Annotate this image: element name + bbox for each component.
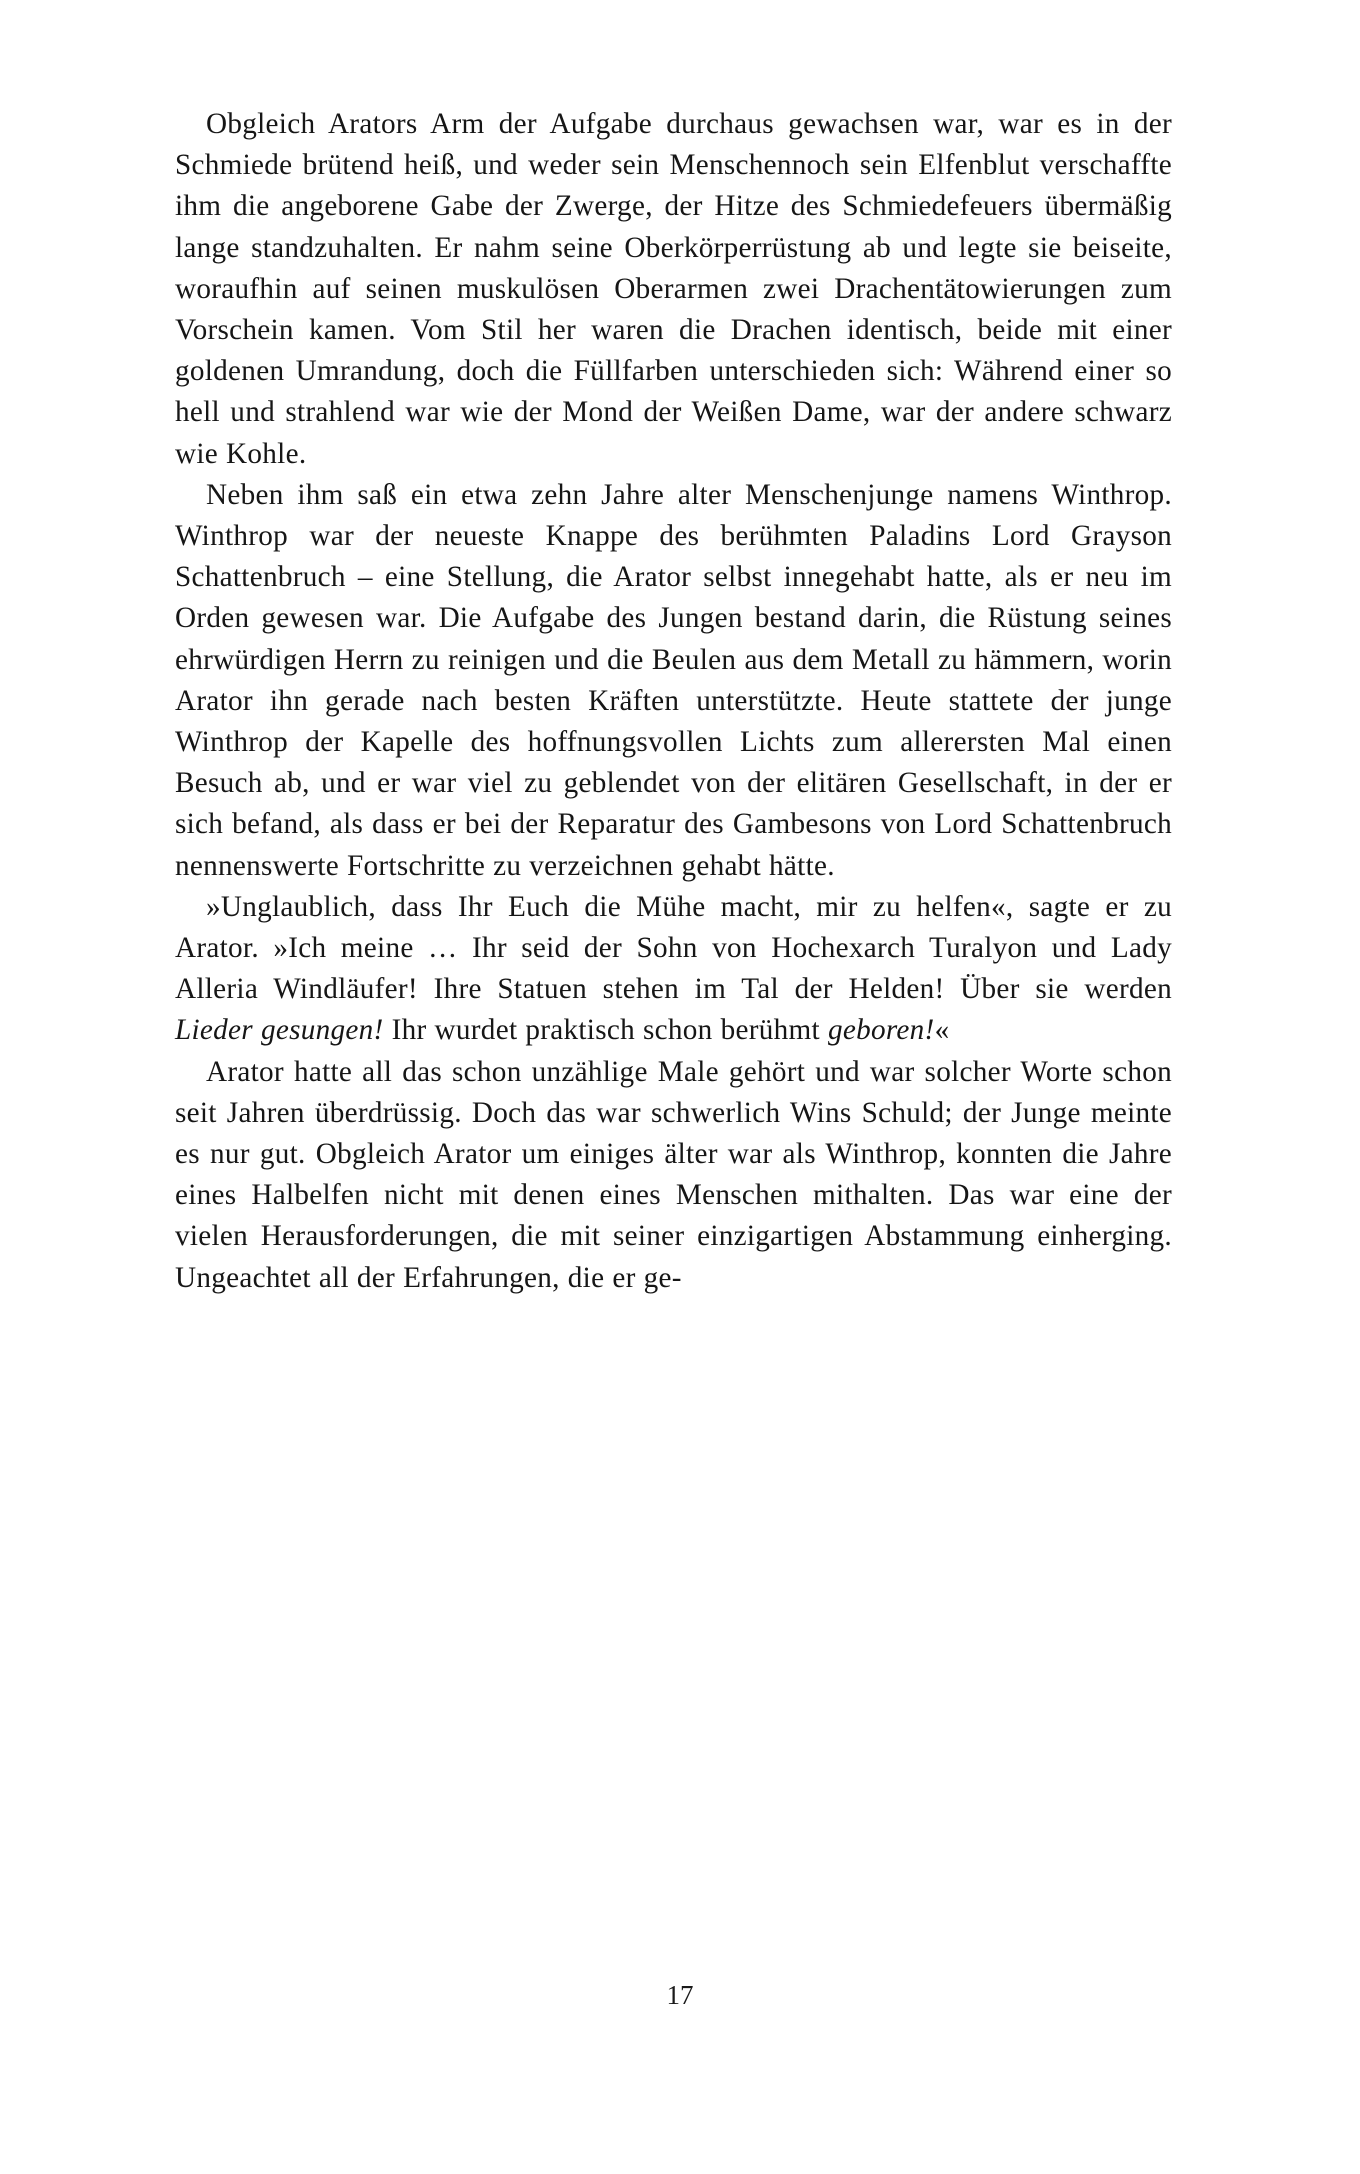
paragraph-4-run-1: Arator hatte all das schon unzählige Male gehört und war solcher Worte schon seit Jahren überdrüssig. Doch das war schwerlich Wins Schuld; der Junge meinte es nur gut. Obgleich Arator um einiges älter war als Winthrop, konnten die Jahre eines Halbelfen nicht mit denen eines Menschen mithalten. Das war eine der vielen Herausforderungen, die mit seiner einzigartigen Abstammung einherging. Ungeachtet all der Erfahrungen, die er ge-	[175, 1055, 1172, 1294]
page-text-block	[175, 104, 1172, 1299]
paragraph-2-run-1: Neben ihm saß ein etwa zehn Jahre alter Menschenjunge namens Winthrop. Winthrop war der neueste Knappe des berühmten Paladins Lord Grayson Schattenbruch – eine Stellung, die Arator selbst innegehabt hatte, als er neu im Orden gewesen war. Die Aufgabe des Jungen bestand darin, die Rüstung seines ehrwürdigen Herrn zu reinigen und die Beulen aus dem Metall zu hämmern, worin Arator ihn gerade nach besten Kräften unterstützte. Heute stattete der junge Winthrop der Kapelle des hoffnungsvollen Lichts zum allerersten Mal einen Besuch ab, und er war viel zu geblendet von der elitären Gesellschaft, in der er sich befand, als dass er bei der Reparatur des Gambesons von Lord Schattenbruch nennenswerte Fortschritte zu verzeichnen gehabt hätte.	[175, 478, 1172, 882]
paragraph-1	[175, 104, 1172, 475]
paragraph-3-run-1: »Unglaublich, dass Ihr Euch die Mühe macht, mir zu helfen«, sagte er zu Arator. »Ich meine … Ihr seid der Sohn von Hochexarch Turalyon und Lady Alleria Windläufer! Ihre Statuen stehen im Tal der Helden! Über sie werden	[175, 890, 1172, 1006]
paragraph-3-run-3: Ihr wurdet praktisch schon berühmt	[383, 1014, 828, 1047]
paragraph-3-run-4-italic: geboren!	[827, 1014, 935, 1047]
paragraph-2	[175, 475, 1172, 887]
page-number: 17	[666, 1980, 694, 2010]
paragraph-4	[175, 1052, 1172, 1299]
paragraph-3-run-5: «	[934, 1014, 950, 1047]
paragraph-1-run-1: Obgleich Arators Arm der Aufgabe durchaus gewachsen war, war es in der Schmiede brütend heiß, und weder sein Menschennoch sein Elfenblut verschaffte ihm die angeborene Gabe der Zwerge, der Hitze des Schmiedefeuers übermäßig lange standzuhalten. Er nahm seine Oberkörperrüstung ab und legte sie beiseite, woraufhin auf seinen muskulösen Oberarmen zwei Drachentätowierungen zum Vorschein kamen. Vom Stil her waren die Drachen identisch, beide mit einer goldenen Umrandung, doch die Füllfarben unterschieden sich: Während einer so hell und strahlend war wie der Mond der Weißen Dame, war der andere schwarz wie Kohle.	[175, 108, 1172, 470]
paragraph-3	[175, 887, 1172, 1052]
paragraph-3-run-2-italic: Lieder gesungen!	[175, 1014, 384, 1047]
